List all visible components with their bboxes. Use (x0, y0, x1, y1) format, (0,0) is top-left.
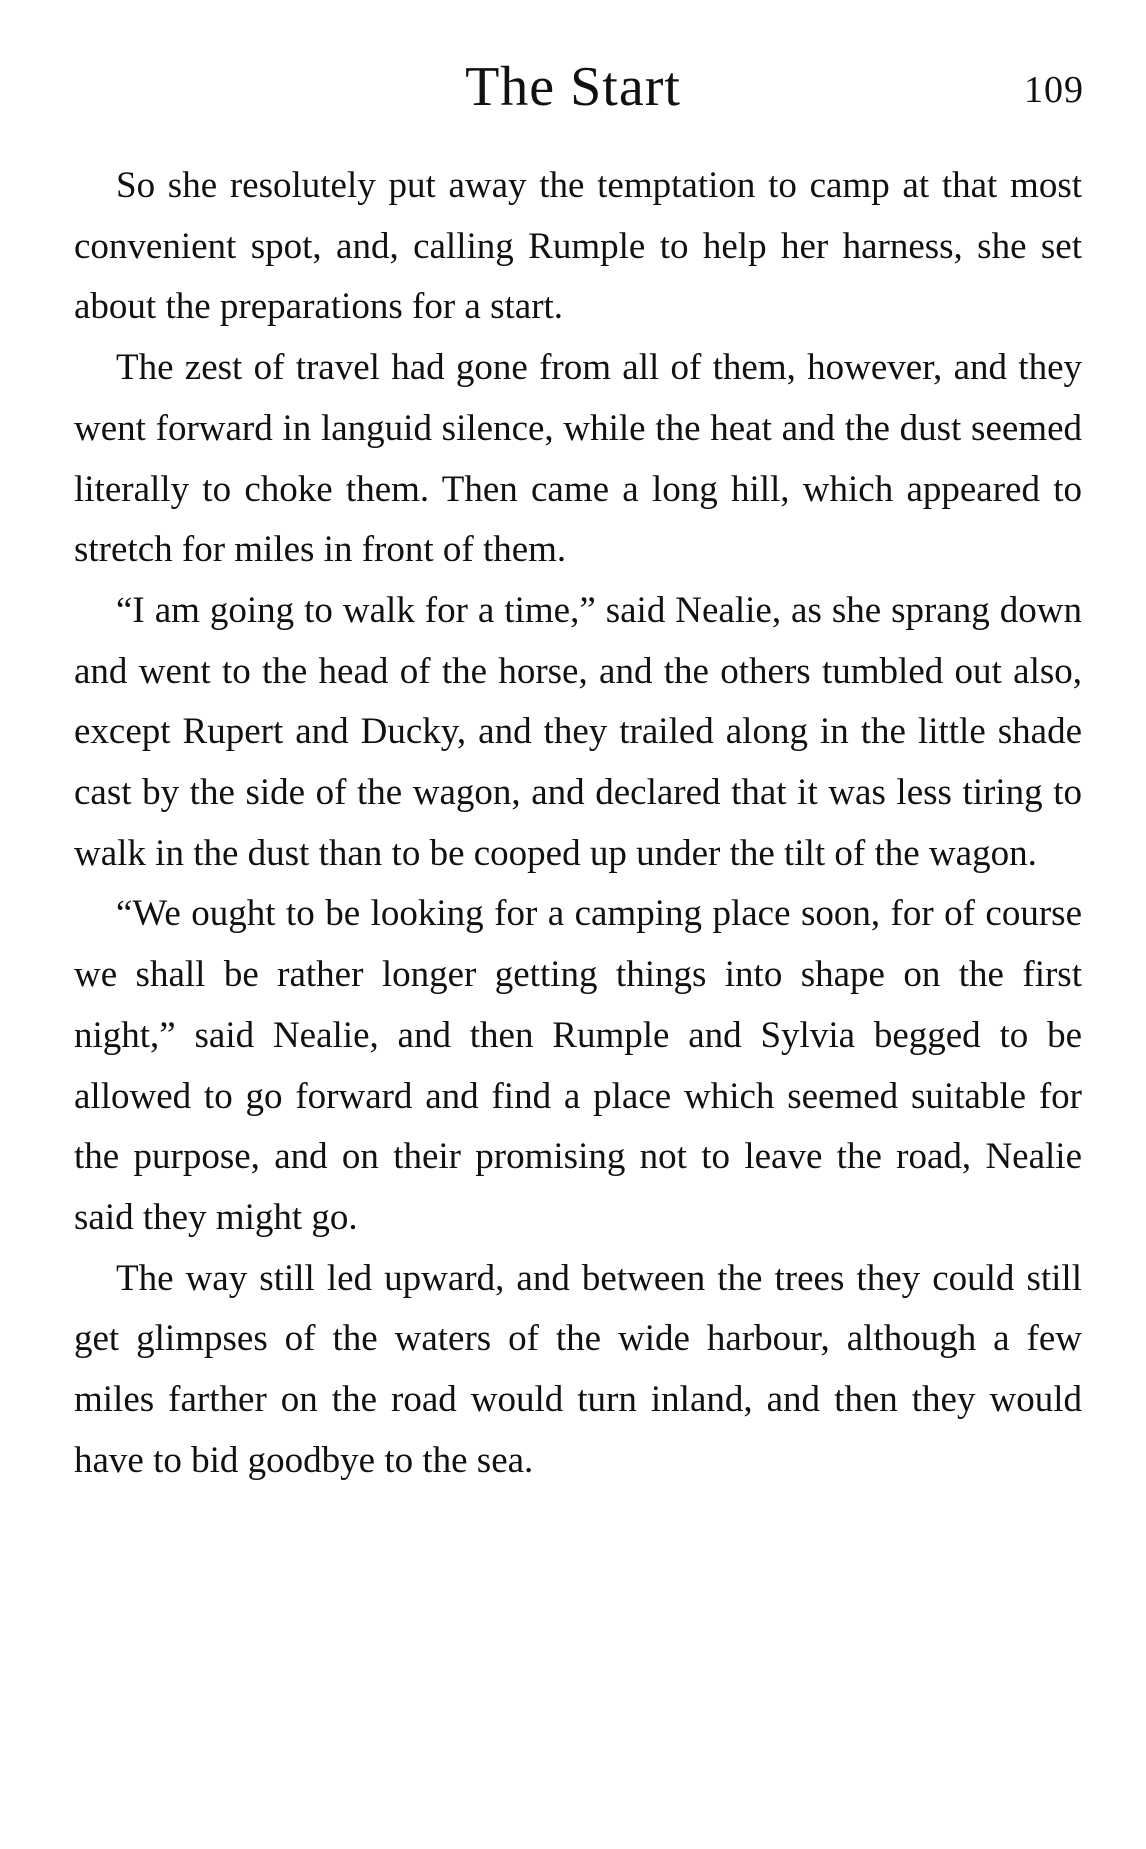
paragraph-1: So she resolutely put away the temptation to camp at that most convenient spot, and, calling Rumple to help her harness, she set about the preparations for a start. (74, 165, 1082, 328)
paragraph-5: The way still led upward, and between the trees they could still get glimpses of the waters of the wide harbour, although a few miles farther on the road would turn inland, and then they would have to bid goodbye to the sea. (74, 1257, 1082, 1481)
paragraph-2: The zest of travel had gone from all of them, however, and they went forward in languid silence, while the heat and the dust seemed literally to choke them. Then came a long hill, which appeared to stretch for miles in front of them. (74, 347, 1082, 571)
paragraph-3: “I am going to walk for a time,” said Nealie, as she sprang down and went to the head of the horse, and the others tumbled out also, except Rupert and Ducky, and they trailed along in the little shade cast by the side of the wagon, and declared that it was less tiring to walk in the dust than to be cooped up under the tilt of the wagon. (74, 589, 1082, 874)
page-number: 109 (1024, 69, 1084, 111)
running-title: The Start (465, 56, 681, 118)
body-text (74, 156, 1082, 1491)
running-head (0, 52, 1146, 122)
paragraph-4: “We ought to be looking for a camping place soon, for of course we shall be rather longer getting things into shape on the first night,” said Nealie, and then Rumple and Sylvia begged to be allowed to go forward and find a place which seemed suitable for the purpose, and on their promising not to leave the road, Nealie said they might go. (74, 893, 1082, 1238)
